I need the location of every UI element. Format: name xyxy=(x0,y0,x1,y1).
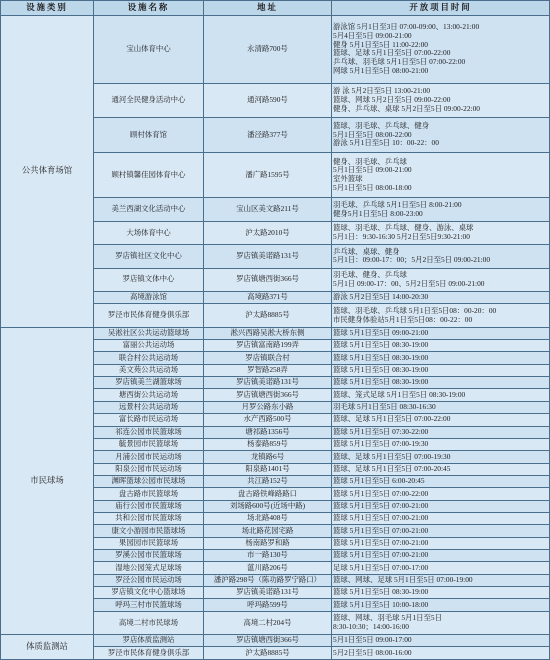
facility-address: 呼玛路599号 xyxy=(204,599,332,611)
open-hours-line: 5月1日至5日 09:00-17:00 xyxy=(333,635,412,645)
open-hours-line: 篮球、网球、足球 5月1日至5日 07:00-19:00 xyxy=(333,574,473,584)
open-hours-cell xyxy=(332,414,550,426)
open-hours-cell xyxy=(332,451,550,463)
facility-name: 顾村镇馨佳园体育中心 xyxy=(94,152,204,198)
facility-name: 罗店体质监测站 xyxy=(94,635,204,647)
facility-address: 罗智路258弄 xyxy=(204,364,332,376)
open-hours-cell xyxy=(332,83,550,118)
facility-address: 阳泉路1401号 xyxy=(204,463,332,475)
facility-name: 罗店镇美兰湖篮球场 xyxy=(94,377,204,389)
facility-address: 杨南路罗和路 xyxy=(204,537,332,549)
open-hours-line: 篮球、羽毛球、乒乓球 5月1日至5日08：00-20：00 xyxy=(333,305,497,315)
open-hours-cell xyxy=(332,198,550,221)
open-hours-line: 5月1日至5日 08:00-22:00 xyxy=(333,129,412,139)
facility-address: 月罗公路东小路 xyxy=(204,401,332,413)
facility-address: 刘场路600号(近场中路) xyxy=(204,500,332,512)
facility-name: 祁连公园市民篮球场 xyxy=(94,426,204,438)
open-hours-line: 篮球 5月1日至5日 07:00-22:00 xyxy=(333,488,429,498)
facility-name: 渊晖篮球公园市民球场 xyxy=(94,475,204,487)
open-hours-cell xyxy=(332,647,550,660)
facility-address: 永清路700号 xyxy=(204,16,332,84)
open-hours-line: 篮球 5月1日至5日 08:30-19:00 xyxy=(333,365,429,375)
open-hours-line: 篮球、足球 5月1日至5日 07:00-22:00 xyxy=(333,414,451,424)
facility-name: 罗泾市民体育健身俱乐部 xyxy=(94,647,204,660)
table-header-row xyxy=(1,1,550,16)
facility-name: 呼玛三村市民篮球场 xyxy=(94,599,204,611)
facility-address: 沪太路2010号 xyxy=(204,221,332,244)
open-hours-line: 篮球、足球 5月1日至5日 07:00-22:00 xyxy=(333,48,451,58)
open-hours-line: 乒乓球、羽毛球 5月1日至5日 07:00-22:00 xyxy=(333,57,466,67)
open-hours-cell xyxy=(332,245,550,268)
category-cell: 体质监测站 xyxy=(1,635,94,660)
open-hours-line: 篮球 5月1日至5日 08:30-19:00 xyxy=(333,377,429,387)
facility-name: 顾村体育馆 xyxy=(94,118,204,153)
facility-address: 沪太路8885号 xyxy=(204,647,332,660)
facility-name: 大场体育中心 xyxy=(94,221,204,244)
facility-address: 罗店镇塘西街366号 xyxy=(204,268,332,291)
open-hours-line: 市民健身体验站5月1日至5日08：00-22：00 xyxy=(333,314,473,324)
open-hours-line: 健身、乒乓球、桌球 5月2日至5日 09:00-22:00 xyxy=(333,103,480,113)
open-hours-cell xyxy=(332,537,550,549)
facility-name: 果园园市民篮球场 xyxy=(94,537,204,549)
table-body xyxy=(1,16,550,660)
open-hours-line: 篮球 5月1日至5日 07:00-21:00 xyxy=(333,525,429,535)
facility-address: 通河路590号 xyxy=(204,83,332,118)
facility-address: 沪太路8885号 xyxy=(204,304,332,327)
facility-address: 罗店镇美诺路131号 xyxy=(204,245,332,268)
header-address: 地址 xyxy=(204,1,332,16)
open-hours-line: 5月1日至5日 08:00-18:00 xyxy=(333,182,412,192)
facility-name: 远景村公共运动场 xyxy=(94,401,204,413)
open-hours-line: 5月1日至5日 09:00-21:00 xyxy=(333,165,412,175)
open-hours-line: 网球 5月1日至5日 08:00-21:00 xyxy=(333,65,429,75)
facility-address: 场北路408号 xyxy=(204,512,332,524)
open-hours-cell xyxy=(332,304,550,327)
facility-name: 毓景园市民篮球场 xyxy=(94,438,204,450)
open-hours-line: 羽毛球 5月1日至5日 08:30-16:30 xyxy=(333,402,436,412)
facility-name: 罗店镇文体中心 xyxy=(94,268,204,291)
facility-name: 罗泾公园市民运动场 xyxy=(94,574,204,586)
open-hours-line: 健身 5月1日至5日 11:00-22:00 xyxy=(333,39,428,49)
facility-address: 罗店镇富南路199弄 xyxy=(204,340,332,352)
open-hours-line: 篮球、网球 5月2日至5日 09:00-22:00 xyxy=(333,95,451,105)
open-hours-line: 篮球、羽毛球、乒乓球、健身、游泳、桌球 xyxy=(333,223,474,233)
facility-address: 盘古路铁峰路路口 xyxy=(204,488,332,500)
open-hours-cell xyxy=(332,488,550,500)
open-hours-cell xyxy=(332,377,550,389)
facility-name: 富长路市民运动场 xyxy=(94,414,204,426)
open-hours-cell xyxy=(332,16,550,84)
open-hours-cell xyxy=(332,549,550,561)
facility-address: 罗店镇联合村 xyxy=(204,352,332,364)
facility-address: 塘祁路1356号 xyxy=(204,426,332,438)
facility-name: 富丽公共运动场 xyxy=(94,340,204,352)
facility-name: 罗溪公园市民篮球场 xyxy=(94,549,204,561)
facility-address: 罗店镇塘西街366号 xyxy=(204,389,332,401)
facility-name: 阳泉公园市民运动场 xyxy=(94,463,204,475)
open-hours-line: 篮球 5月1日至5日 07:00-21:00 xyxy=(333,550,429,560)
header-category: 设施类别 xyxy=(1,1,94,16)
facility-address: 潘广路1595号 xyxy=(204,152,332,198)
open-hours-line: 篮球 5月1日至5日 10:00-18:00 xyxy=(333,599,429,609)
table-row xyxy=(1,635,550,647)
open-hours-line: 篮球、羽毛球、乒乓球、健身 xyxy=(333,120,430,130)
table-row xyxy=(1,16,550,84)
facility-address: 宝山区美文路211号 xyxy=(204,198,332,221)
facility-name: 高境二村市民球场 xyxy=(94,611,204,634)
facility-address: 罗店镇美诺路131号 xyxy=(204,377,332,389)
open-hours-line: 游泳馆 5月1日至3日 07:00-09:00、13:00-21:00 xyxy=(333,22,480,32)
facility-name: 罗店镇社区文化中心 xyxy=(94,245,204,268)
facility-address: 场北路花园宅路 xyxy=(204,525,332,537)
open-hours-cell xyxy=(332,118,550,153)
open-hours-line: 篮球、足球 5月1日至5日 07:00-20:45 xyxy=(333,463,451,473)
facility-address: 龙镇路6号 xyxy=(204,451,332,463)
open-hours-line: 5月1日：09:00-17：00；5月2日至5日 09:00-21:00 xyxy=(333,255,491,265)
facility-name: 高境游泳馆 xyxy=(94,292,204,304)
facility-name: 塘西街公共运动场 xyxy=(94,389,204,401)
open-hours-line: 乒乓球、桌球、健身 xyxy=(333,246,400,256)
facility-name: 庙行公园市民篮球场 xyxy=(94,500,204,512)
header-name: 设施名称 xyxy=(94,1,204,16)
open-hours-line: 篮球 5月1日至5日 6:00-20:45 xyxy=(333,476,425,486)
open-hours-cell xyxy=(332,268,550,291)
facility-address: 罗店镇美诺路131号 xyxy=(204,586,332,598)
facility-name: 通河全民健身活动中心 xyxy=(94,83,204,118)
open-hours-line: 室外篮球 xyxy=(333,174,363,184)
open-hours-cell xyxy=(332,463,550,475)
category-cell: 市民球场 xyxy=(1,327,94,634)
open-hours-cell xyxy=(332,152,550,198)
facility-address: 淞兴西路吴淞大桥东侧 xyxy=(204,327,332,339)
facility-name: 康文小游园市民篮球场 xyxy=(94,525,204,537)
open-hours-line: 游泳 5月2日至5日 14:00-20:30 xyxy=(333,292,429,302)
open-hours-line: 篮球 5月1日至5日 08:30-19:00 xyxy=(333,587,429,597)
open-hours-line: 5月4日至5日 09:00-21:00 xyxy=(333,30,412,40)
open-hours-line: 篮球 5月1日至5日 07:30-22:00 xyxy=(333,426,429,436)
facility-name: 吴淞社区公共运动篮球场 xyxy=(94,327,204,339)
open-hours-cell xyxy=(332,352,550,364)
open-hours-line: 篮球 5月1日至5日 08:30-19:00 xyxy=(333,340,429,350)
open-hours-cell xyxy=(332,512,550,524)
facility-address: 共江路152号 xyxy=(204,475,332,487)
facility-name: 联合村公共运动场 xyxy=(94,352,204,364)
facility-name: 美兰西湖文化活动中心 xyxy=(94,198,204,221)
table-row xyxy=(1,327,550,339)
facility-address: 市一路130号 xyxy=(204,549,332,561)
facility-name: 宝山体育中心 xyxy=(94,16,204,84)
open-hours-line: 5月2日至5日 08:00-16:00 xyxy=(333,647,412,657)
facility-address: 水产西路500号 xyxy=(204,414,332,426)
open-hours-cell xyxy=(332,599,550,611)
open-hours-cell xyxy=(332,221,550,244)
facility-name: 月浦公园市民运动场 xyxy=(94,451,204,463)
open-hours-line: 羽毛球、健身、乒乓球 xyxy=(333,270,407,280)
open-hours-line: 5月1日 09:00-17：00、5月2日至5日 09:00-21:00 xyxy=(333,278,485,288)
facility-name: 盘古路市民篮球场 xyxy=(94,488,204,500)
open-hours-cell xyxy=(332,438,550,450)
open-hours-cell xyxy=(332,635,550,647)
facility-name: 共和公园市民篮球场 xyxy=(94,512,204,524)
open-hours-line: 篮球、网球、羽毛球 5月1日至5日 xyxy=(333,613,443,623)
category-cell: 公共体育场馆 xyxy=(1,16,94,328)
open-hours-line: 篮球、足球 5月1日至5日 07:00-19:30 xyxy=(333,451,451,461)
open-hours-line: 羽毛球、乒乓球 5月1日至5日 8:00-21:00 xyxy=(333,199,462,209)
facility-name: 罗店镇文化中心篮球场 xyxy=(94,586,204,598)
facility-name: 湿地公园笼式足球场 xyxy=(94,562,204,574)
facility-name: 罗泾市民体育健身俱乐部 xyxy=(94,304,204,327)
open-hours-line: 篮球 5月1日至5日 07:00-21:00 xyxy=(333,513,429,523)
facility-address: 杨泰路859号 xyxy=(204,438,332,450)
open-hours-line: 5月1日：9:30-16:30 5月2日至5日9:30-21:00 xyxy=(333,231,470,241)
open-hours-line: 篮球、笼式足球 5月1日至5日 08:30-19:00 xyxy=(333,389,466,399)
facility-address: 罗店镇塘西街366号 xyxy=(204,635,332,647)
facility-address: 高境路371号 xyxy=(204,292,332,304)
open-hours-line: 8:30-10:30；14:00-16:00 xyxy=(333,621,409,631)
open-hours-line: 健身5月1日至5日 8:00-23:00 xyxy=(333,208,423,218)
open-hours-line: 篮球 5月1日至5日 07:00-21:00 xyxy=(333,500,429,510)
open-hours-line: 篮球 5月1日至5日 07:00-19:30 xyxy=(333,439,429,449)
open-hours-cell xyxy=(332,525,550,537)
open-hours-line: 篮球 5月1日至5日 07:00-21:00 xyxy=(333,537,429,547)
open-hours-line: 游 泳 5月2日至5日 13:00-21:00 xyxy=(333,86,431,96)
facility-address: 潘沪路298号（陈功路罗宁路口） xyxy=(204,574,332,586)
open-hours-cell xyxy=(332,475,550,487)
open-hours-cell xyxy=(332,364,550,376)
open-hours-line: 游泳 5月1日至5日 10：00-22：00 xyxy=(333,138,439,148)
facility-address: 蕰川路206号 xyxy=(204,562,332,574)
open-hours-line: 健身、羽毛球、乒乓球 xyxy=(333,156,407,166)
open-hours-cell xyxy=(332,340,550,352)
open-hours-cell xyxy=(332,292,550,304)
open-hours-cell xyxy=(332,500,550,512)
open-hours-cell xyxy=(332,401,550,413)
header-hours: 开放项目时间 xyxy=(332,1,550,16)
open-hours-cell xyxy=(332,426,550,438)
open-hours-cell xyxy=(332,574,550,586)
open-hours-cell xyxy=(332,562,550,574)
open-hours-line: 足球 5月1日至5日 07:00-17:00 xyxy=(333,562,429,572)
facility-name: 美文苑公共运动场 xyxy=(94,364,204,376)
facility-address: 潘泾路377号 xyxy=(204,118,332,153)
open-hours-line: 篮球 5月1日至5日 08:30-19:00 xyxy=(333,352,429,362)
open-hours-cell xyxy=(332,586,550,598)
open-hours-line: 篮球 5月1日至5日 09:00-21:00 xyxy=(333,328,429,338)
open-hours-cell xyxy=(332,611,550,634)
open-hours-cell xyxy=(332,389,550,401)
open-hours-cell xyxy=(332,327,550,339)
facility-address: 高境二村204号 xyxy=(204,611,332,634)
